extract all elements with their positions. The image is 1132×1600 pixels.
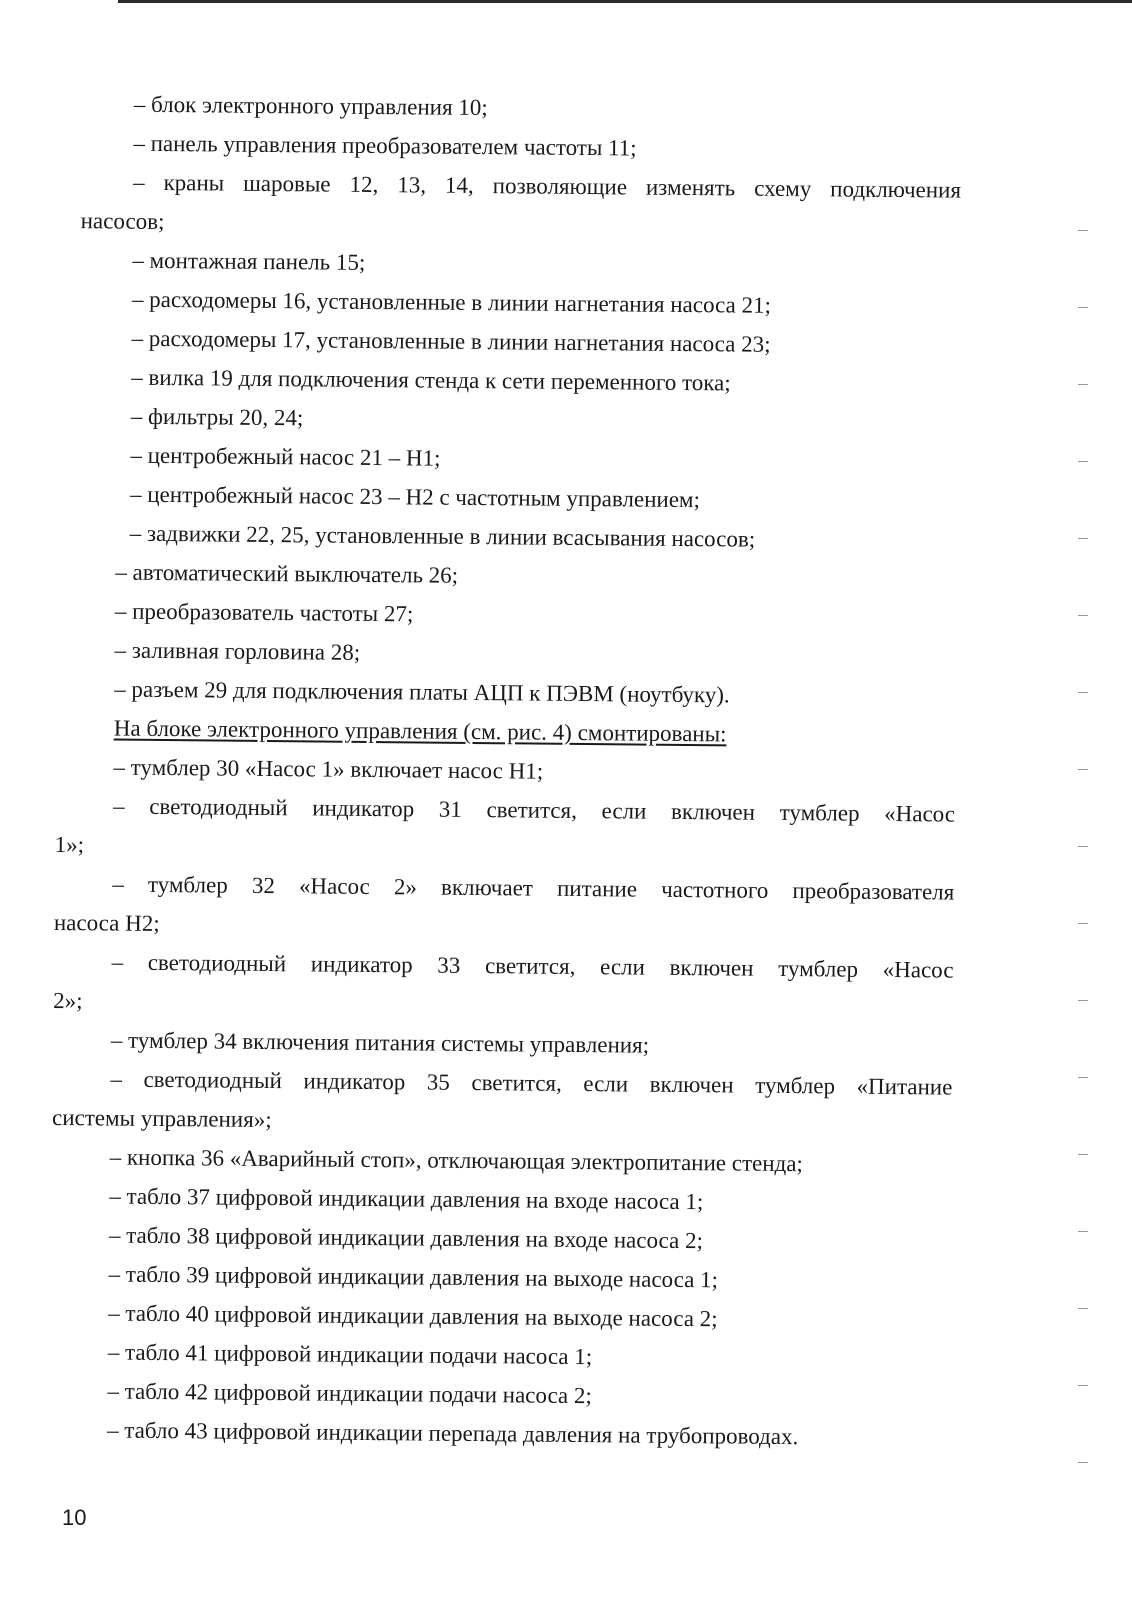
list-item: – табло 43 цифровой индикации перепада давления на трубопроводах. [106, 1417, 799, 1450]
scan-margin-marks [1078, 230, 1092, 1539]
list-item: – блок электронного управления 10; [133, 91, 488, 121]
list-item: – светодиодный индикатор 35 светится, если включен тумблер «Питание [110, 1066, 953, 1100]
list-item: – вилка 19 для подключения стенда к сети переменного тока; [131, 364, 731, 396]
list-item: – расходомеры 17, установленные в линии нагнетания насоса 23; [131, 325, 771, 357]
list-item: – светодиодный индикатор 33 светится, если включен тумблер «Насос [111, 949, 954, 983]
list-item-continuation: насосов; [80, 208, 165, 234]
list-item: – кнопка 36 «Аварийный стоп», отключающая электропитание стенда; [109, 1144, 804, 1177]
page-number: 10 [62, 1505, 87, 1530]
list-item-continuation: системы управления»; [51, 1104, 272, 1133]
document-body [49, 84, 962, 1458]
list-item-continuation: насоса Н2; [53, 909, 160, 936]
list-item: – табло 38 цифровой индикации давления на входе насоса 2; [108, 1222, 704, 1254]
list-item: – центробежный насос 21 – Н1; [130, 442, 441, 471]
list-item: – заливная горловина 28; [114, 637, 361, 665]
list-item: – краны шаровые 12, 13, 14, позволяющие изменять схему подключения [132, 169, 962, 203]
list-item: – табло 40 цифровой индикации давления на выходе насоса 2; [108, 1300, 718, 1332]
list-item-continuation: 2»; [53, 987, 83, 1014]
list-item: – фильтры 20, 24; [130, 403, 304, 431]
list-item: – светодиодный индикатор 31 светится, если включен тумблер «Насос [112, 793, 956, 827]
list-item-continuation: 1»; [54, 831, 85, 858]
top-edge-rule [118, 0, 1132, 3]
list-item: – центробежный насос 23 – Н2 с частотным управлением; [129, 481, 701, 513]
list-item: – тумблер 30 «Насос 1» включает насос Н1; [113, 754, 544, 784]
list-item: – автоматический выключатель 26; [115, 559, 459, 588]
list-item: – табло 41 цифровой индикации подачи насоса 1; [107, 1339, 593, 1370]
list-item: – преобразователь частоты 27; [114, 598, 414, 627]
list-item: – панель управления преобразователем частоты 11; [133, 130, 637, 161]
list-item: – табло 42 цифровой индикации подачи насоса 2; [107, 1378, 592, 1409]
list-item: – табло 39 цифровой индикации давления на выходе насоса 1; [108, 1261, 719, 1293]
section-heading: На блоке электронного управления (см. рис. 4) смонтированы: [113, 715, 727, 747]
list-item: – разъем 29 для подключения платы АЦП к ПЭВМ (ноутбуку). [114, 676, 730, 708]
list-item: – тумблер 32 «Насос 2» включает питание частотного преобразователя [112, 871, 955, 905]
list-item: – табло 37 цифровой индикации давления на входе насоса 1; [109, 1183, 704, 1215]
list-item: – монтажная панель 15; [132, 247, 366, 275]
list-item: – задвижки 22, 25, установленные в линии всасывания насосов; [129, 520, 756, 552]
list-item: – тумблер 34 включения питания системы управления; [110, 1027, 650, 1058]
list-item: – расходомеры 16, установленные в линии нагнетания насоса 21; [131, 286, 772, 318]
